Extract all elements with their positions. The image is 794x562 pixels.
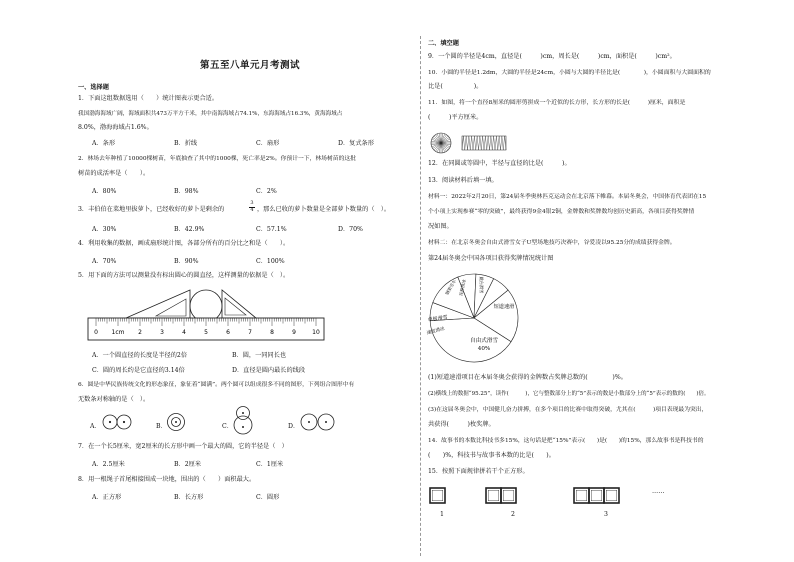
question-4: 4．利用收集的数据，画成扇形统计图，各部分所有的百分比之和是（ ）。	[78, 240, 290, 247]
question-5: 5．用下面的方法可以测量没有标出圆心的圆直径，这样测量的依据是（ ）。	[78, 272, 290, 279]
sequence-label-2: 2	[511, 511, 515, 518]
q8-option-a[interactable]: A．正方形	[92, 494, 122, 501]
question-14-b: ( )%，科技书与故事书本数的比是( )。	[428, 452, 555, 459]
question-6-b: 无数条对称轴的是（ ）。	[78, 396, 150, 403]
ruler-label: 0	[94, 329, 98, 336]
pie-slice-label: 单板滑雪	[427, 314, 449, 324]
q1-option-d[interactable]: D．复式条形	[338, 140, 374, 147]
fill-3-a: (3)在这届冬奥会中，中国健儿奋力拼搏，在多个项目的比赛中取得突破，尤其在( )项目表现最为突出，	[428, 407, 708, 413]
pie-slice-label: 花样滑冰	[458, 278, 467, 297]
ruler-label: 5	[204, 329, 208, 336]
q2-option-c[interactable]: C．2%	[256, 188, 277, 195]
ruler-label: 9	[292, 329, 296, 336]
q8-option-c[interactable]: C．圆形	[256, 494, 280, 501]
approx-rectangle	[462, 136, 506, 150]
q1-option-b[interactable]: B．折线	[174, 140, 198, 147]
triangle-left	[126, 290, 190, 318]
question-15: 15．按照下面规律拼若干个正方形。	[428, 468, 529, 475]
q8-option-b[interactable]: B．长方形	[174, 494, 204, 501]
q3-option-d[interactable]: D．70%	[338, 226, 363, 233]
question-1: 1．下面这组数据选用（ ）统计图表示更合适。	[78, 95, 219, 102]
q7-option-b[interactable]: B．2厘米	[174, 461, 202, 468]
q6-option-b[interactable]: B．	[156, 423, 167, 430]
question-12: 12．在同圆或等圆中，半径与直径的比是( )。	[428, 160, 571, 167]
question-10-b: 比是( )。	[428, 83, 483, 90]
q1-option-c[interactable]: C．扇形	[256, 140, 280, 147]
q1-option-a[interactable]: A．条形	[92, 140, 116, 147]
material-1-c: 况如图。	[428, 223, 453, 230]
question-8: 8．用一根绳子首尾相接围成一块地，围出的（ ）面积最大。	[78, 476, 256, 483]
q6-figure-b	[166, 412, 188, 432]
question-11-b: ( )平方厘米。	[428, 114, 483, 121]
q3-fraction-denominator: 4	[250, 207, 254, 213]
sequence-label-1: 1	[440, 511, 444, 518]
pie-slice-label: 速度滑冰	[426, 326, 446, 337]
ruler-figure	[86, 282, 336, 342]
material-2: 材料二：在北京冬奥会自由式滑雪女子U型场地技巧决赛中，谷爱凌以95.25分的成绩获得金牌。	[428, 240, 676, 246]
page-title: 第五至八单元月考测试	[200, 60, 301, 71]
sequence-label-3: 3	[604, 511, 608, 518]
ruler-label: 4	[182, 329, 186, 336]
circle-to-rectangle-figure	[430, 131, 510, 155]
q4-option-a[interactable]: A．70%	[92, 258, 117, 265]
question-2-a: 2．林场去年种植了10000棵树苗，年底抽查了其中的1000棵，死亡率是2%。你预计一下，林场树苗的这批	[78, 156, 356, 162]
q7-option-a[interactable]: A．2.5厘米	[92, 461, 125, 468]
q4-option-c[interactable]: C．100%	[256, 258, 285, 265]
circle-shape	[190, 290, 222, 322]
medal-pie-chart	[426, 270, 526, 366]
question-1-text-b: 8.0%，渤海海域占1.6%。	[78, 124, 153, 131]
ruler-label: 1cm	[111, 329, 125, 336]
question-10-a: 10．小圆的半径是1.2dm，大圆的半径是24cm，小圆与大圆的半径比是( )，小圆面积与大圆面积的	[428, 70, 711, 76]
square-sequence-figure	[428, 480, 678, 522]
question-11-a: 11．如图，将一个直径8厘米的圆形剪拼成一个近似的长方形，长方形的长是( )厘米，面积是	[428, 100, 686, 106]
chart-title: 第24届冬奥会中国各项目获得奖牌情况统计图	[428, 255, 554, 262]
pie-percent-label: 40%	[477, 346, 491, 352]
section-1-heading: 一、选择题	[78, 84, 109, 91]
pie-slice-label: 短道速滑	[493, 304, 515, 310]
q6-figure-c	[232, 405, 254, 435]
sectored-circle	[431, 133, 451, 153]
question-14-a: 14．故事书的本数比科技书多15%，这句话是把“15%”表示( )是( )的15%，那么故事书是科技书的	[428, 438, 704, 444]
q6-figure-a	[102, 413, 136, 431]
sequence-ellipsis: ……	[652, 488, 665, 495]
question-6-a: 6．圆是中华民族传统文化的形态象征，象征着“圆满”。两个圆可以组成很多不同的图形，下列组合图形中有	[78, 382, 355, 388]
triangle-right	[222, 290, 256, 318]
question-2-b: 树苗的成活率是（ ）。	[78, 170, 150, 177]
q7-option-c[interactable]: C．1厘米	[256, 461, 284, 468]
material-1-a: 材料一：2022年2月20日，第24届冬季奥林匹克运动会在北京落下帷幕。本届冬奥会，中国体育代表团在15	[428, 194, 707, 200]
ruler-label: 10	[312, 329, 320, 336]
ruler-label: 7	[248, 329, 252, 336]
pie-slice-label: 自由式滑雪	[470, 338, 498, 344]
pie-slice-label: 跳台滑雪	[479, 276, 484, 294]
q3-option-b[interactable]: B．42.9%	[174, 226, 205, 233]
question-3-a: 3．丰伯伯在菜地里拔萝卜，已经收好的萝卜是剩余的	[78, 206, 225, 213]
q5-option-d[interactable]: D．直径是圆内最长的线段	[232, 367, 306, 374]
q6-option-a[interactable]: A．	[90, 423, 101, 430]
question-9: 9．一个圆的半径是4cm，直径是( )cm，周长是( )cm，面积是( )cm²。	[428, 53, 676, 60]
question-7: 7．在一个长5厘米，宽2厘米的长方形中画一个最大的圆，它的半径是（ ）	[78, 443, 288, 450]
material-1-b: 个小项上实现参赛“零的突破”，最终获得9金4银2铜，金牌数和奖牌数均创历史新高，各项目获得奖牌情	[428, 209, 695, 215]
q6-option-d[interactable]: D．	[288, 423, 300, 430]
column-divider	[420, 36, 421, 556]
question-13: 13．阅读材料后填一填。	[428, 177, 498, 184]
fill-2: (2)横线上的数据“95.25”，读作( )，它与整数部分上的“5”表示的数是小数部分上的“5”表示的数的( )倍。	[428, 391, 710, 397]
ruler-label: 8	[270, 329, 274, 336]
q6-option-c[interactable]: C．	[222, 423, 233, 430]
q5-option-b[interactable]: B．圆，一同同长也	[232, 352, 287, 359]
fill-3-b: 共获得( )枚奖牌。	[428, 421, 495, 428]
question-3-b: ，那么已收的萝卜数量是全部萝卜数量的（ ）。	[257, 206, 391, 213]
section-2-heading: 二、填空题	[428, 40, 459, 47]
pie-slice-label: 钢架雪车	[444, 278, 458, 296]
q2-option-a[interactable]: A．80%	[92, 188, 117, 195]
q3-option-c[interactable]: C．57.1%	[256, 226, 287, 233]
q4-option-b[interactable]: B．90%	[174, 258, 199, 265]
q6-figure-d	[300, 412, 336, 432]
question-1-text-a: 我国渤海海域广阔，海域面积共473万平方千米，其中南海海域占74.1%，东海海域占16.3%，黄海海域占	[78, 111, 343, 117]
q5-option-a[interactable]: A．一个圆直径的长度是半径的2倍	[92, 352, 188, 359]
ruler-label: 3	[160, 329, 164, 336]
q3-option-a[interactable]: A．30%	[92, 226, 117, 233]
q3-fraction-numerator: 3	[250, 200, 254, 206]
q2-option-b[interactable]: B．98%	[174, 188, 199, 195]
fill-1: (1)短道速滑项目在本届冬奥会获得的金牌数占奖牌总数的( )%。	[428, 374, 627, 381]
q5-option-c[interactable]: C．圆的周长约是它直径的3.14倍	[92, 367, 185, 374]
ruler-label: 6	[226, 329, 230, 336]
ruler-label: 2	[138, 329, 142, 336]
